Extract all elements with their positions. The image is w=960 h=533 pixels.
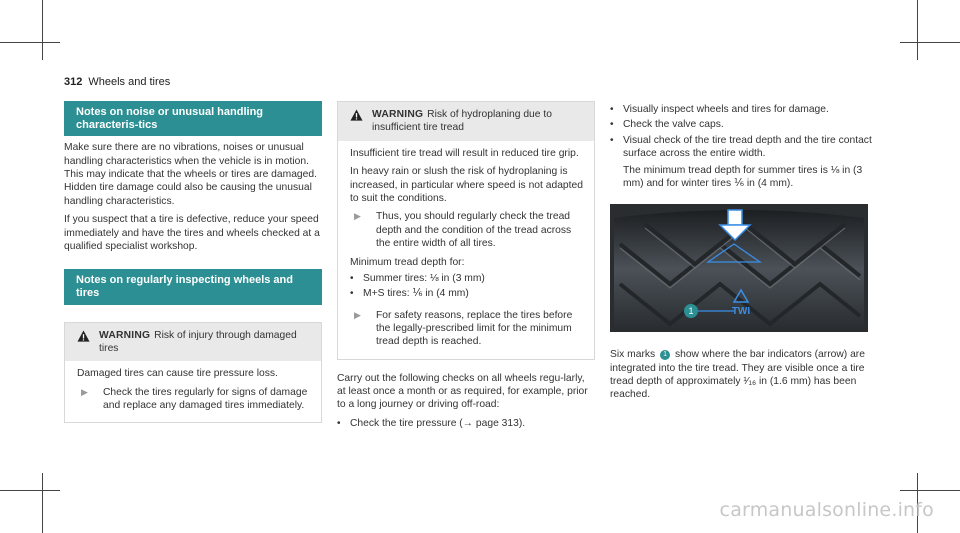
list-item: • Check the valve caps. bbox=[610, 119, 724, 131]
warning-title: Risk of injury through damaged tires bbox=[99, 329, 297, 354]
image-caption: Six marks 1 show where the bar indicators (arrow) are integrated into the tire tread. They are visible once a tire tread depth of approximately ¹⁄₁₆ in (1.6 mm) has been reached. bbox=[610, 349, 865, 401]
min-depth-note: The minimum tread depth for summer tires is ⅛ in (3 mm) and for winter tires ⅙ in (4 mm). bbox=[623, 164, 863, 189]
list-item: • Check the tire pressure (→ page 313). bbox=[337, 417, 526, 429]
marker-badge: 1 bbox=[660, 350, 670, 360]
noise-paragraph-2: If you suspect that a tire is defective, reduce your speed immediately and have the tires and wheels checked at a qualified specialist workshop. bbox=[64, 214, 320, 252]
column-2 bbox=[337, 101, 595, 432]
column-1 bbox=[64, 101, 322, 423]
tire-tread-image bbox=[610, 204, 868, 332]
crop-mark bbox=[0, 42, 60, 43]
inspect-heading: Notes on regularly inspecting wheels and tires bbox=[64, 269, 322, 304]
list-item: • Visually inspect wheels and tires for damage. bbox=[610, 104, 829, 115]
page-reference-link[interactable]: Check the tire pressure (→ page 313). bbox=[350, 417, 526, 429]
list-item: • M+S tires: ⅙ in (4 mm) bbox=[350, 288, 469, 300]
warning-box-hydroplaning bbox=[337, 101, 595, 360]
action-arrow-icon: ▶ bbox=[354, 309, 361, 320]
crop-mark bbox=[0, 490, 60, 491]
warning-keyword: WARNING bbox=[372, 109, 424, 120]
noise-paragraph-1: Make sure there are no vibrations, noises or unusual handling characteristics when the vehicle is in motion. This may indicate that the wheels or tires are damaged. Hidden tire damage could also be causing the unusual handling characteristics. bbox=[64, 142, 317, 207]
action-text: Thus, you should regularly check the tread depth and the condition of the tread across the entire width of all tires. bbox=[376, 211, 572, 249]
section-title: Wheels and tires bbox=[88, 76, 171, 88]
page-header bbox=[64, 75, 170, 89]
action-text: For safety reasons, replace the tires before the legally-prescribed limit for the minimum tread depth is reached. bbox=[376, 309, 573, 348]
warning-triangle-icon bbox=[77, 330, 90, 342]
warning-header bbox=[338, 102, 594, 141]
twi-label: TWI bbox=[731, 306, 751, 318]
warning-title: Risk of hydroplaning due to insufficient tire tread bbox=[372, 109, 552, 134]
warning-body bbox=[338, 141, 594, 359]
warning-box-injury bbox=[64, 322, 322, 424]
action-step bbox=[350, 309, 586, 349]
noise-heading: Notes on noise or unusual handling characteris-tics bbox=[64, 101, 322, 136]
page-number: 312 bbox=[64, 76, 83, 88]
watermark: carmanualsonline.info bbox=[719, 499, 934, 522]
crop-mark bbox=[42, 473, 43, 533]
warning-triangle-icon bbox=[350, 109, 363, 121]
action-step bbox=[77, 386, 313, 413]
min-depth-label: Minimum tread depth for: bbox=[350, 257, 465, 269]
warning-paragraph-2: In heavy rain or slush the risk of hydroplaning is increased, in particular where speed is not adapted to suit the conditions. bbox=[350, 166, 583, 204]
list-item: • Visual check of the tire tread depth and the tire contact surface across the entire width. bbox=[610, 134, 872, 160]
action-step bbox=[350, 210, 586, 250]
list-item: • Summer tires: ⅛ in (3 mm) bbox=[350, 272, 485, 284]
crop-mark bbox=[900, 42, 960, 43]
action-text: Check the tires regularly for signs of damage and replace any damaged tires immediately. bbox=[103, 386, 308, 412]
warning-header bbox=[65, 323, 321, 362]
warning-paragraph-1: Insufficient tire tread will result in reduced tire grip. bbox=[350, 147, 579, 159]
warning-keyword: WARNING bbox=[99, 329, 151, 341]
column-3 bbox=[610, 101, 872, 407]
crop-mark bbox=[42, 0, 43, 60]
crop-mark bbox=[900, 490, 960, 491]
crop-mark bbox=[917, 0, 918, 60]
checks-intro: Carry out the following checks on all wheels regu-larly, at least once a month or as required, for example, prior to a long journey or driving off-road: bbox=[337, 372, 588, 411]
action-arrow-icon: ▶ bbox=[354, 211, 361, 222]
action-arrow-icon: ▶ bbox=[81, 386, 88, 397]
warning-body bbox=[65, 361, 321, 422]
marker-badge-number: 1 bbox=[688, 306, 694, 317]
warning-text: Damaged tires can cause tire pressure loss. bbox=[77, 368, 278, 380]
